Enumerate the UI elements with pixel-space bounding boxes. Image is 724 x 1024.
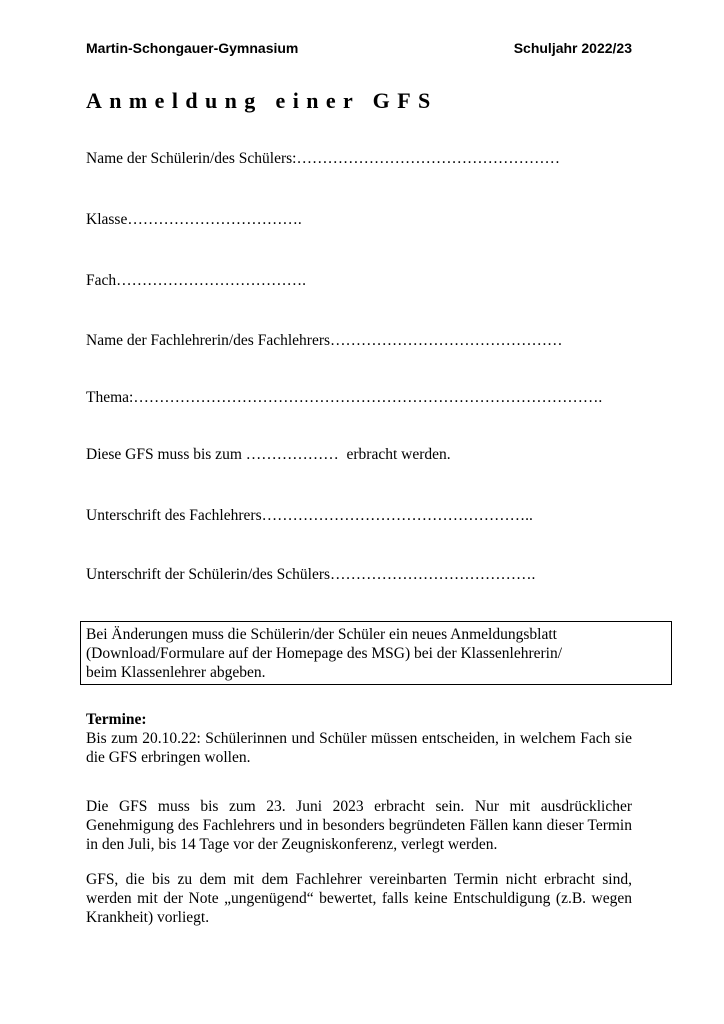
terms-grading-section — [86, 870, 632, 927]
school-year: Schuljahr 2022/23 — [513, 40, 632, 56]
notice-line: (Download/Formulare auf der Homepage des MSG) bei der Klassenlehrerin/ — [86, 645, 563, 662]
terms-deadline-section — [86, 797, 632, 854]
student-signature-field: Unterschrift der Schülerin/des Schülers…………………………………. — [86, 566, 536, 583]
topic-field: Thema:………………………………………………………………………………. — [86, 389, 603, 406]
school-name: Martin-Schongauer-Gymnasium — [86, 40, 299, 56]
teacher-signature-field: Unterschrift des Fachlehrers…………………………………………….. — [86, 507, 533, 524]
deadline-field: Diese GFS muss bis zum ……………… erbracht werden. — [86, 446, 451, 463]
teacher-name-field: Name der Fachlehrerin/des Fachlehrers……………………………………… — [86, 332, 563, 349]
page-title: Anmeldung einer GFS — [86, 88, 438, 113]
notice-line: Bei Änderungen muss die Schülerin/der Schüler ein neues Anmeldungsblatt — [86, 626, 557, 643]
student-name-field: Name der Schülerin/des Schülers:…………………………………………… — [86, 150, 560, 167]
terms-paragraph: GFS, die bis zu dem mit dem Fachlehrer vereinbarten Termin nicht erbracht sind, werden mit der Note „ungenügend“ bewertet, falls keine Entschuldigung (z.B. wegen Krankheit) vorliegt. — [86, 871, 632, 926]
terms-paragraph: Bis zum 20.10.22: Schülerinnen und Schüler müssen entscheiden, in welchem Fach sie die GFS erbringen wollen. — [86, 730, 632, 766]
change-notice-box — [80, 621, 672, 685]
terms-title: Termine: — [86, 711, 147, 728]
notice-line: beim Klassenlehrer abgeben. — [86, 664, 266, 681]
terms-section — [86, 710, 632, 767]
page-header — [86, 40, 632, 56]
terms-paragraph: Die GFS muss bis zum 23. Juni 2023 erbracht sein. Nur mit ausdrücklicher Genehmigung des Fachlehrers und in besonders begründeten Fällen kann dieser Termin in den Juli, bis 14 Tage vor der Zeugniskonferenz, verlegt werden. — [86, 798, 632, 853]
class-field: Klasse……………………………. — [86, 211, 302, 228]
subject-field: Fach………………………………. — [86, 272, 307, 289]
